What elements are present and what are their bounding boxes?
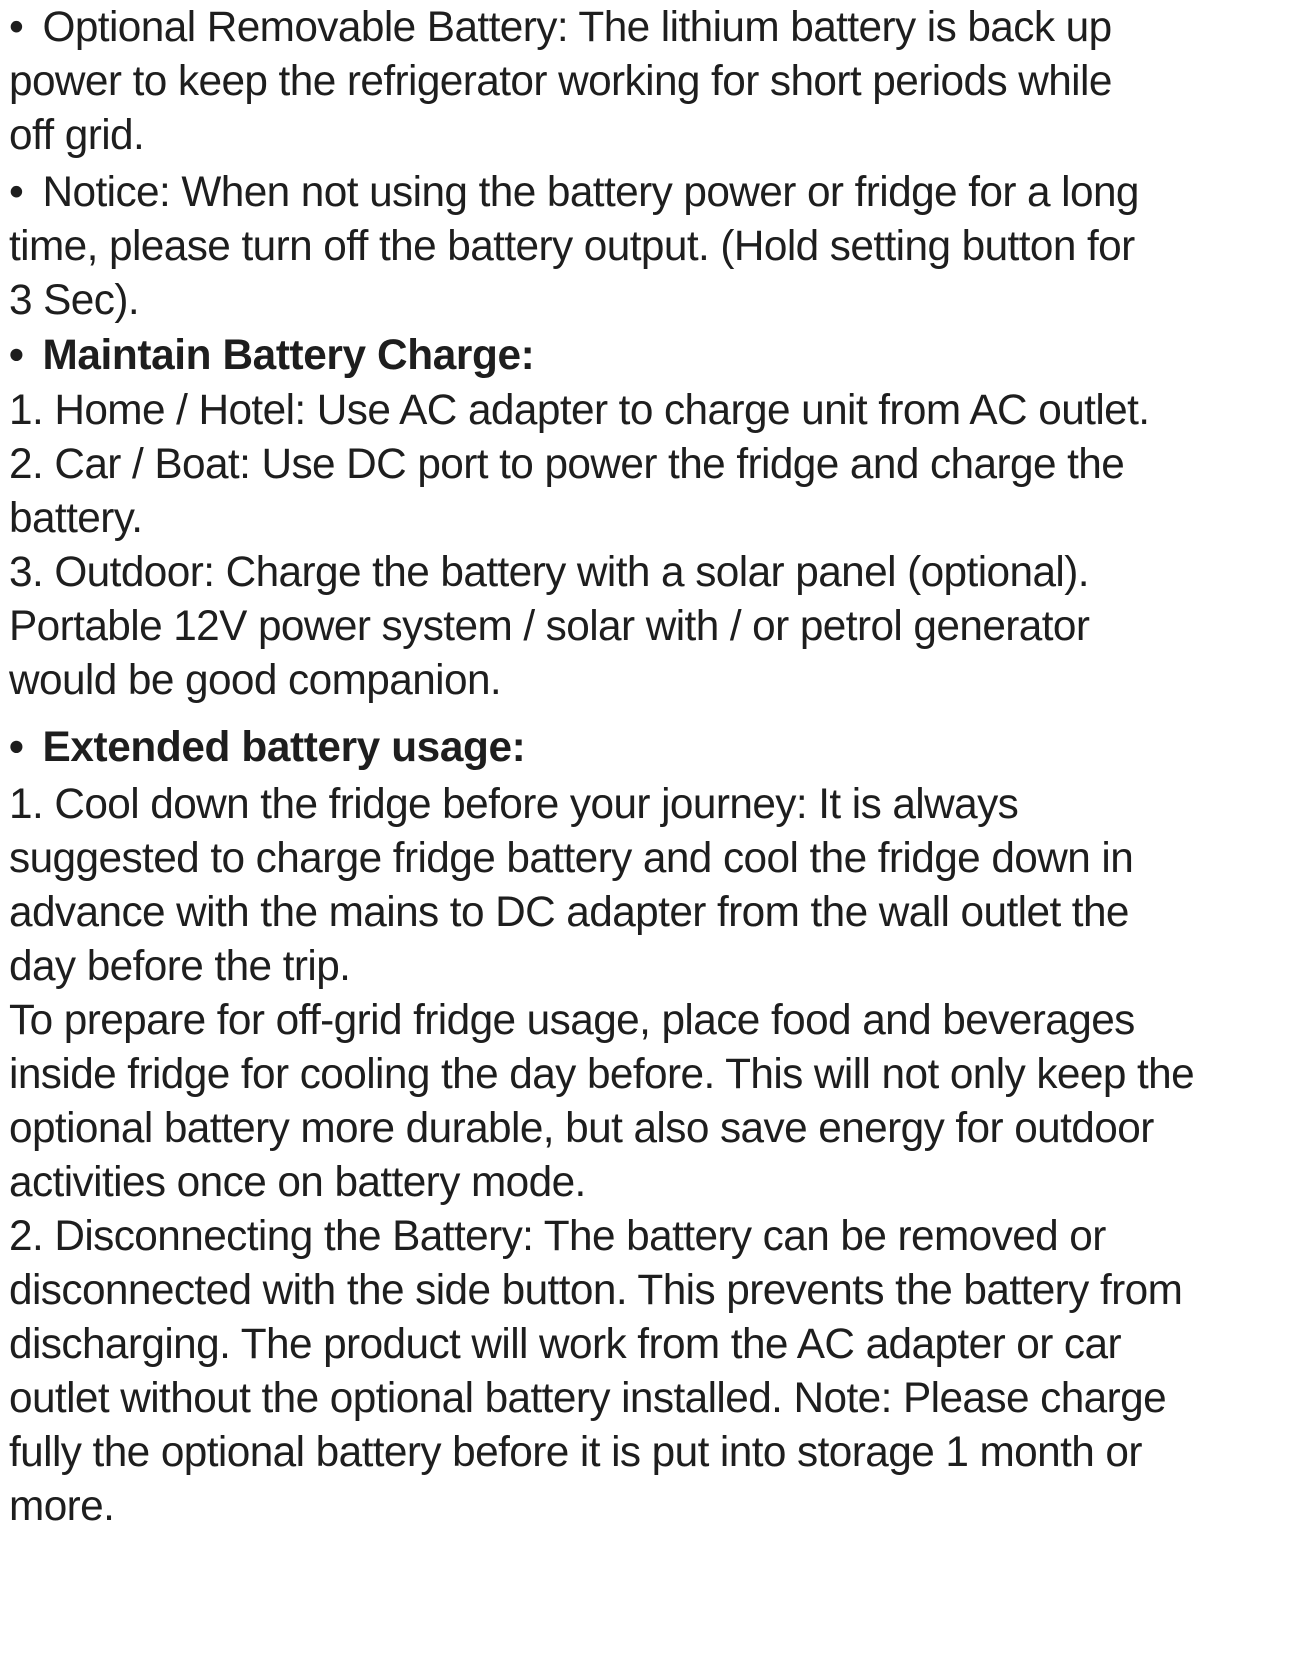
optional-battery-text: Optional Removable Battery: The lithium battery is back up xyxy=(42,3,1112,51)
extended-usage-line-4: day before the trip. xyxy=(9,942,351,990)
bullet-icon: • xyxy=(9,3,24,51)
optional-battery-line-2: power to keep the refrigerator working for short periods while xyxy=(9,57,1112,105)
extended-usage-heading-text: Extended battery usage: xyxy=(42,723,526,771)
maintain-charge-line-3: battery. xyxy=(9,494,143,542)
optional-battery-line-3: off grid. xyxy=(9,111,145,159)
maintain-charge-line-4: 3. Outdoor: Charge the battery with a solar panel (optional). xyxy=(9,548,1089,596)
extended-usage-line-14: more. xyxy=(9,1482,115,1530)
maintain-charge-line-5: Portable 12V power system / solar with / or petrol generator xyxy=(9,602,1090,650)
optional-battery-line-1 xyxy=(9,2,1112,52)
maintain-charge-line-6: would be good companion. xyxy=(9,656,502,704)
extended-usage-line-6: inside fridge for cooling the day before. This will not only keep the xyxy=(9,1050,1195,1098)
maintain-charge-line-2: 2. Car / Boat: Use DC port to power the fridge and charge the xyxy=(9,440,1125,488)
extended-usage-line-13: fully the optional battery before it is put into storage 1 month or xyxy=(9,1428,1142,1476)
extended-usage-line-8: activities once on battery mode. xyxy=(9,1158,586,1206)
extended-usage-line-9: 2. Disconnecting the Battery: The battery can be removed or xyxy=(9,1212,1106,1260)
extended-usage-line-12: outlet without the optional battery installed. Note: Please charge xyxy=(9,1374,1167,1422)
bullet-icon: • xyxy=(9,723,24,771)
extended-usage-line-1: 1. Cool down the fridge before your journey: It is always xyxy=(9,780,1019,828)
maintain-charge-line-1: 1. Home / Hotel: Use AC adapter to charge unit from AC outlet. xyxy=(9,386,1150,434)
notice-line-2: time, please turn off the battery output. (Hold setting button for xyxy=(9,222,1135,270)
extended-usage-heading xyxy=(9,722,525,772)
extended-usage-line-5: To prepare for off-grid fridge usage, place food and beverages xyxy=(9,996,1135,1044)
bullet-icon: • xyxy=(9,168,24,216)
extended-usage-line-2: suggested to charge fridge battery and cool the fridge down in xyxy=(9,834,1134,882)
extended-usage-line-10: disconnected with the side button. This prevents the battery from xyxy=(9,1266,1183,1314)
extended-usage-line-11: discharging. The product will work from the AC adapter or car xyxy=(9,1320,1121,1368)
notice-line-3: 3 Sec). xyxy=(9,276,140,324)
bullet-icon: • xyxy=(9,331,24,379)
extended-usage-line-7: optional battery more durable, but also save energy for outdoor xyxy=(9,1104,1154,1152)
maintain-charge-heading-text: Maintain Battery Charge: xyxy=(42,331,535,379)
maintain-charge-heading xyxy=(9,330,534,380)
notice-text: Notice: When not using the battery power or fridge for a long xyxy=(42,168,1139,216)
notice-line-1 xyxy=(9,167,1139,217)
extended-usage-line-3: advance with the mains to DC adapter from the wall outlet the xyxy=(9,888,1129,936)
